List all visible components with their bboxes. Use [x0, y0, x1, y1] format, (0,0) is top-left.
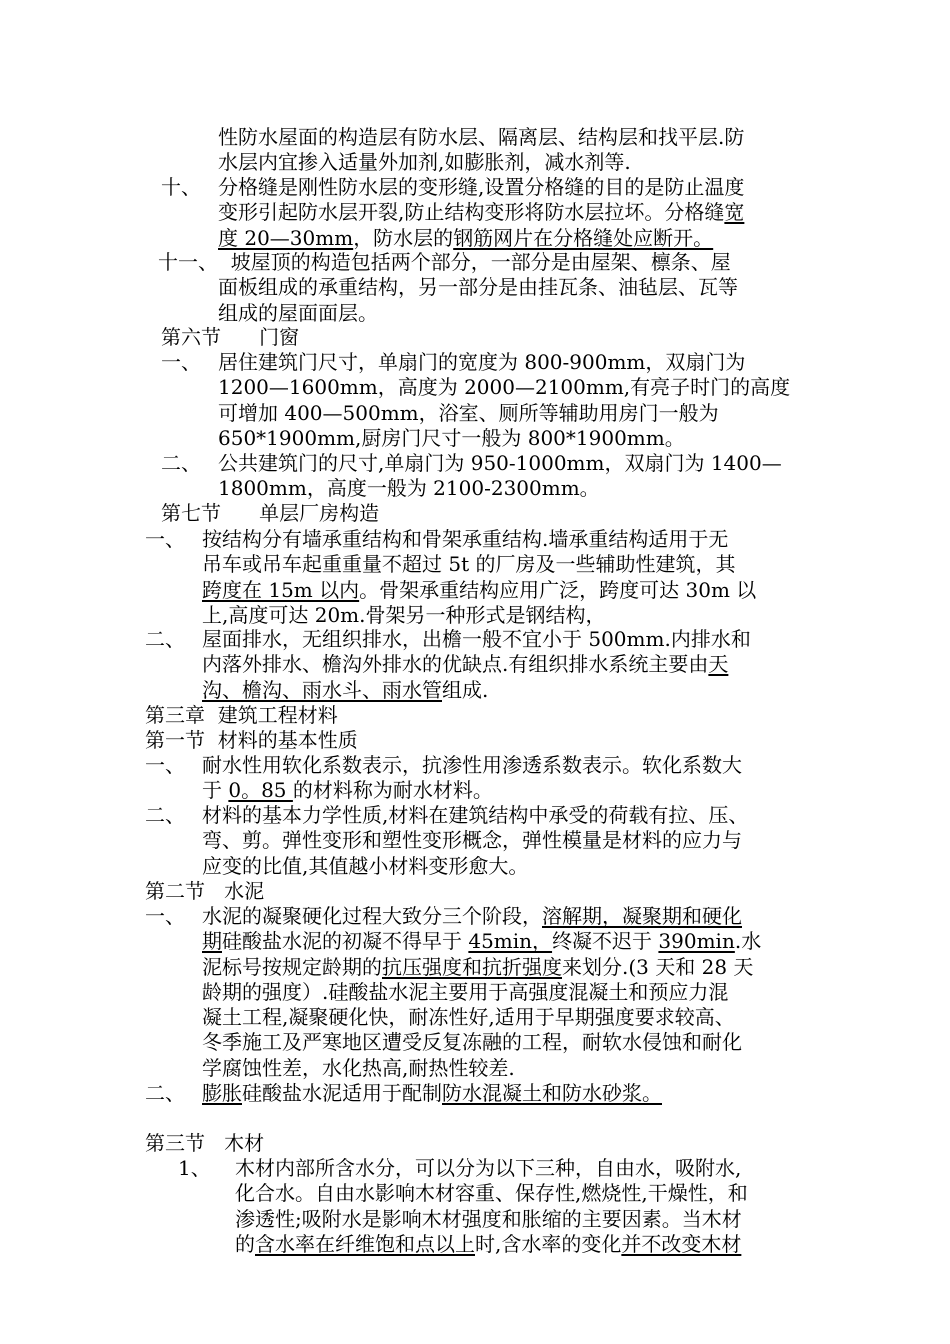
- text-line: [202, 1056, 806, 1081]
- section-heading: 第二节 水泥: [145, 879, 265, 903]
- text-run: 的材料称为耐水材料。: [292, 778, 493, 803]
- text-line: [218, 150, 806, 175]
- text-line: [202, 1081, 806, 1106]
- text-run: 水层内宜掺入适量外加剂,如膨胀剂，减水剂等.: [218, 150, 631, 175]
- text-run: 可增加 400—500mm，浴室、厕所等辅助用房门一般为: [218, 400, 719, 425]
- paragraph: [235, 1156, 806, 1257]
- underlined-text: 含水率在纤维饱和点以上: [255, 1231, 475, 1256]
- text-run: 木材内部所含水分，可以分为以下三种，自由水，吸附水,: [235, 1156, 742, 1180]
- paragraph: [202, 904, 806, 1081]
- item-number: 二、: [145, 803, 185, 827]
- item-number: 二、: [161, 451, 201, 475]
- underlined-text: 溶解期，凝聚期和硬化: [542, 904, 742, 928]
- text-line: [202, 552, 806, 577]
- text-run: 公共建筑门的尺寸,单扇门为 950-1000mm，双扇门为 1400—: [218, 451, 782, 475]
- text-line: [235, 1232, 806, 1257]
- text-line: [218, 301, 806, 326]
- text-line: [218, 175, 806, 200]
- text-line: [218, 426, 806, 451]
- underlined-text: 跨度在 15m 以内: [202, 577, 360, 602]
- text-line: [202, 980, 806, 1005]
- text-run: 650*1900mm,厨房门尺寸一般为 800*1900mm。: [218, 425, 685, 450]
- underlined-text: 并不改变木材: [621, 1231, 742, 1256]
- text-run: 的: [235, 1231, 255, 1256]
- text-line: [218, 350, 806, 375]
- item-number: 一、: [145, 904, 185, 928]
- text-run: 组成.: [442, 677, 489, 702]
- text-line: [202, 603, 806, 628]
- underlined-text: 天: [708, 652, 729, 677]
- underlined-text: 钢筋网片在分格缝处应断开。: [453, 225, 714, 250]
- underlined-text: 45min，: [468, 929, 553, 954]
- text-run: 泥标号按规定龄期的: [202, 954, 382, 979]
- item-number: 1、: [178, 1156, 211, 1180]
- text-run: 性防水屋面的构造层有防水层、隔离层、结构层和找平层.防: [218, 125, 745, 149]
- section-heading: 第三节 木材: [145, 1131, 265, 1155]
- text-line: [202, 929, 806, 954]
- text-line: [218, 125, 806, 150]
- text-run: 来划分.(3 天和 28 天: [562, 954, 754, 979]
- underlined-text: 度 20—30mm: [218, 225, 354, 250]
- text-run: 组成的屋面面层。: [218, 300, 378, 325]
- item-number: 一、: [161, 350, 201, 374]
- paragraph: [218, 175, 806, 251]
- text-run: 坡屋顶的构造包括两个部分，一部分是由屋架、檩条、屋: [218, 250, 731, 274]
- text-line: [202, 753, 806, 778]
- text-run: 水泥的凝聚硬化过程大致分三个阶段，: [202, 904, 542, 928]
- paragraph: [202, 753, 806, 804]
- section-heading: 第六节 门窗: [161, 325, 300, 349]
- paragraph: [202, 527, 806, 628]
- text-line: [218, 476, 806, 501]
- text-line: [202, 778, 806, 803]
- underlined-text: 期: [202, 929, 222, 954]
- text-run: 居住建筑门尺寸，单扇门的宽度为 800-900mm，双扇门为: [218, 350, 746, 374]
- text-line: [202, 627, 806, 652]
- text-line: [202, 527, 806, 552]
- text-line: [202, 854, 806, 879]
- text-run: 按结构分有墙承重结构和骨架承重结构.墙承重结构适用于无: [202, 527, 729, 551]
- text-run: 内落外排水、檐沟外排水的优缺点.有组织排水系统主要由: [202, 652, 709, 677]
- paragraph: [202, 627, 806, 703]
- underlined-text: 0。85: [228, 778, 293, 803]
- text-line: [202, 678, 806, 703]
- text-line: [202, 1030, 806, 1055]
- text-line: [218, 375, 806, 400]
- text-run: 变形引起防水层开裂,防止结构变形将防水层拉坏。分格缝: [218, 200, 725, 225]
- text-run: 学腐蚀性差，水化热高,耐热性较差.: [202, 1055, 515, 1080]
- text-run: 冬季施工及严寒地区遭受反复冻融的工程，耐软水侵蚀和耐化: [202, 1030, 742, 1055]
- underlined-text: 沟、檐沟、雨水斗、雨水管: [202, 677, 442, 702]
- text-run: 分格缝是刚性防水层的变形缝,设置分格缝的目的是防止温度: [218, 175, 745, 199]
- section-heading: 第三章 建筑工程材料: [145, 703, 338, 727]
- text-run: 渗透性;吸附水是影响木材强度和胀缩的主要因素。当木材: [235, 1206, 742, 1231]
- text-line: [202, 578, 806, 603]
- section-heading: 第一节 材料的基本性质: [145, 728, 358, 752]
- underlined-text: 防水混凝土和防水砂浆。: [442, 1081, 662, 1105]
- text-line: [218, 200, 806, 225]
- text-run: ，防水层的: [353, 225, 454, 250]
- text-line: [202, 652, 806, 677]
- text-run: 屋面排水，无组织排水，出檐一般不宜小于 500mm.内排水和: [202, 627, 751, 651]
- item-number: 二、: [145, 627, 185, 651]
- text-run: 上,高度可达 20m.骨架另一种形式是钢结构，: [202, 602, 606, 627]
- text-run: 龄期的强度）.硅酸盐水泥主要用于高强度混凝土和预应力混: [202, 979, 729, 1004]
- item-number: 十一、: [158, 250, 218, 274]
- text-line: [202, 904, 806, 929]
- text-run: 硅酸盐水泥的初凝不得早于: [222, 929, 469, 954]
- paragraph: [202, 1081, 806, 1106]
- paragraph: [218, 350, 806, 451]
- text-run: 应变的比值,其值越小材料变形愈大。: [202, 853, 529, 878]
- text-line: [235, 1181, 806, 1206]
- text-run: 吊车或吊车起重重量不超过 5t 的厂房及一些辅助性建筑，其: [202, 552, 736, 577]
- text-line: [202, 828, 806, 853]
- item-number: 二、: [145, 1081, 185, 1105]
- text-line: [235, 1156, 806, 1181]
- text-run: 耐水性用软化系数表示，抗渗性用渗透系数表示。软化系数大: [202, 753, 742, 777]
- text-line: [218, 226, 806, 251]
- item-number: 一、: [145, 753, 185, 777]
- text-line: [202, 1005, 806, 1030]
- text-line: [218, 451, 806, 476]
- text-run: 材料的基本力学性质,材料在建筑结构中承受的荷载有拉、压、: [202, 803, 749, 827]
- item-number: 一、: [145, 527, 185, 551]
- text-run: 1800mm，高度一般为 2100-2300mm。: [218, 476, 600, 501]
- text-run: 弯、剪。弹性变形和塑性变形概念，弹性模量是材料的应力与: [202, 828, 742, 853]
- paragraph: [218, 250, 806, 326]
- paragraph: [202, 803, 806, 879]
- text-run: 化合水。自由水影响木材容重、保存性,燃烧性,干燥性，和: [235, 1181, 748, 1206]
- text-run: 1200—1600mm，高度为 2000—2100mm,有亮子时门的高度: [218, 375, 791, 400]
- text-run: 时,含水率的变化: [475, 1231, 622, 1256]
- text-run: 于: [202, 778, 229, 803]
- text-run: 面板组成的承重结构，另一部分是由挂瓦条、油毡层、瓦等: [218, 275, 738, 300]
- text-line: [218, 250, 806, 275]
- underlined-text: 膨胀: [202, 1081, 242, 1105]
- text-run: 终凝不迟于: [552, 929, 659, 954]
- underlined-text: 抗压强度和抗折强度: [382, 954, 562, 979]
- text-run: 凝土工程,凝聚硬化快，耐冻性好,适用于早期强度要求较高、: [202, 1005, 735, 1030]
- underlined-text: 390min: [658, 929, 735, 954]
- paragraph: [218, 125, 806, 176]
- text-run: 。骨架承重结构应用广泛，跨度可达 30m 以: [359, 577, 757, 602]
- text-line: [218, 401, 806, 426]
- text-line: [202, 955, 806, 980]
- text-run: 硅酸盐水泥适用于配制: [242, 1081, 442, 1105]
- text-run: .水: [734, 929, 762, 954]
- section-heading: 第七节 单层厂房构造: [161, 501, 380, 525]
- item-number: 十、: [161, 175, 201, 199]
- text-line: [218, 275, 806, 300]
- paragraph: [218, 451, 806, 502]
- underlined-text: 宽: [724, 200, 745, 225]
- text-line: [202, 803, 806, 828]
- text-line: [235, 1207, 806, 1232]
